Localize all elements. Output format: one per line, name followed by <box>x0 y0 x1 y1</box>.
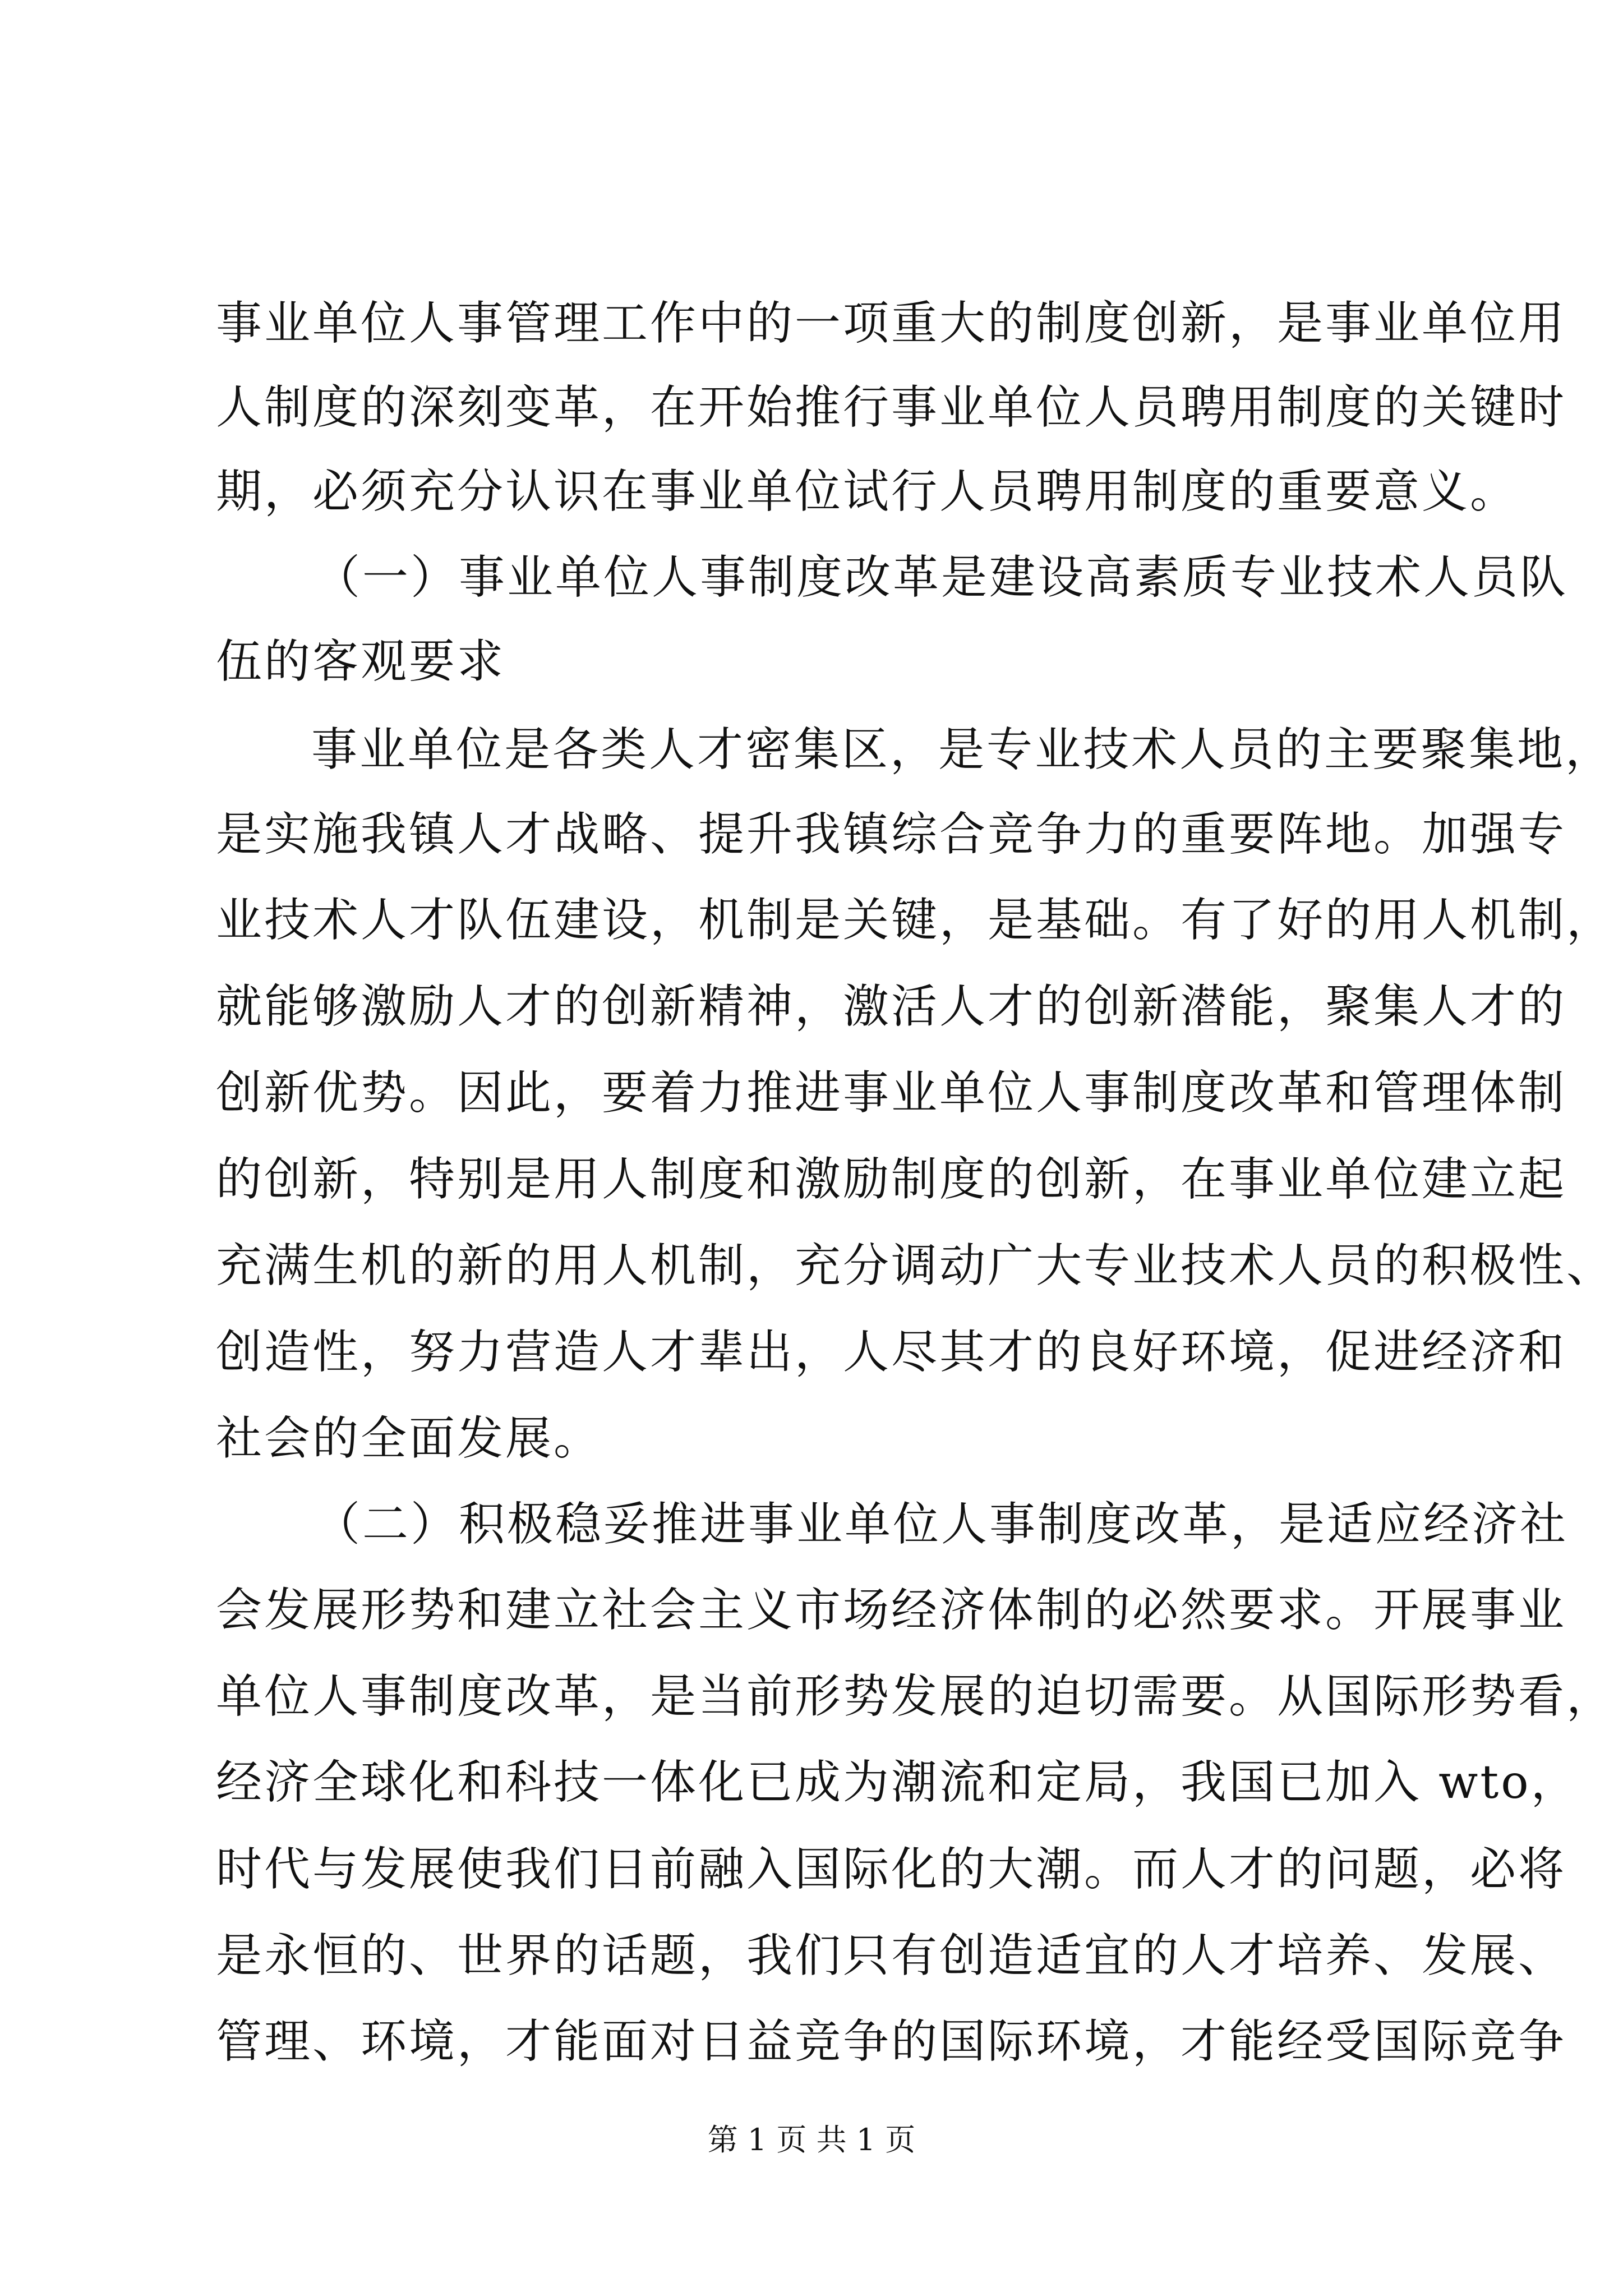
section-heading-line: （一）事业单位人事制度改革是建设高素质专业技术人员队 <box>314 551 1569 604</box>
text-line: 就能够激励人才的创新精神，激活人才的创新潜能，聚集人才的 <box>216 980 1567 1033</box>
text-line: 创造性，努力营造人才辈出，人尽其才的良好环境，促进经济和 <box>216 1326 1567 1379</box>
text-line: 创新优势。因此，要着力推进事业单位人事制度改革和管理体制 <box>216 1066 1567 1120</box>
text-line: 会发展形势和建立社会主义市场经济体制的必然要求。开展事业 <box>216 1584 1567 1637</box>
text-line: 社会的全面发展。 <box>216 1412 602 1465</box>
text-line: 是永恒的、世界的话题，我们只有创造适宜的人才培养、发展、 <box>216 1929 1567 1982</box>
paragraph-first-line: 事业单位是各类人才密集区，是专业技术人员的主要聚集地， <box>311 723 1614 776</box>
page-footer: 第 1 页 共 1 页 <box>707 2122 916 2157</box>
text-line: 管理、环境，才能面对日益竞争的国际环境，才能经受国际竞争 <box>216 2015 1567 2068</box>
text-line: 经济全球化和科技一体化已成为潮流和定局，我国已加入 wto， <box>216 1756 1579 1809</box>
text-line: 充满生机的新的用人机制，充分调动广大专业技术人员的积极性、 <box>216 1239 1615 1292</box>
text-line: 时代与发展使我们日前融入国际化的大潮。而人才的问题，必将 <box>216 1843 1567 1896</box>
text-line: 事业单位人事管理工作中的一项重大的制度创新，是事业单位用 <box>216 297 1567 350</box>
text-line: 是实施我镇人才战略、提升我镇综合竞争力的重要阵地。加强专 <box>216 808 1567 861</box>
section-heading-line: （二）积极稳妥推进事业单位人事制度改革，是适应经济社 <box>314 1498 1569 1551</box>
text-line: 期，必须充分认识在事业单位试行人员聘用制度的重要意义。 <box>216 465 1519 518</box>
section-heading-line: 伍的客观要求 <box>216 635 506 688</box>
text-line: 的创新，特别是用人制度和激励制度的创新，在事业单位建立起 <box>216 1153 1567 1206</box>
text-line: 单位人事制度改革，是当前形势发展的迫切需要。从国际形势看， <box>216 1670 1615 1723</box>
text-line: 业技术人才队伍建设，机制是关键，是基础。有了好的用人机制， <box>216 894 1615 947</box>
text-line: 人制度的深刻变革，在开始推行事业单位人员聘用制度的关键时 <box>216 381 1567 434</box>
